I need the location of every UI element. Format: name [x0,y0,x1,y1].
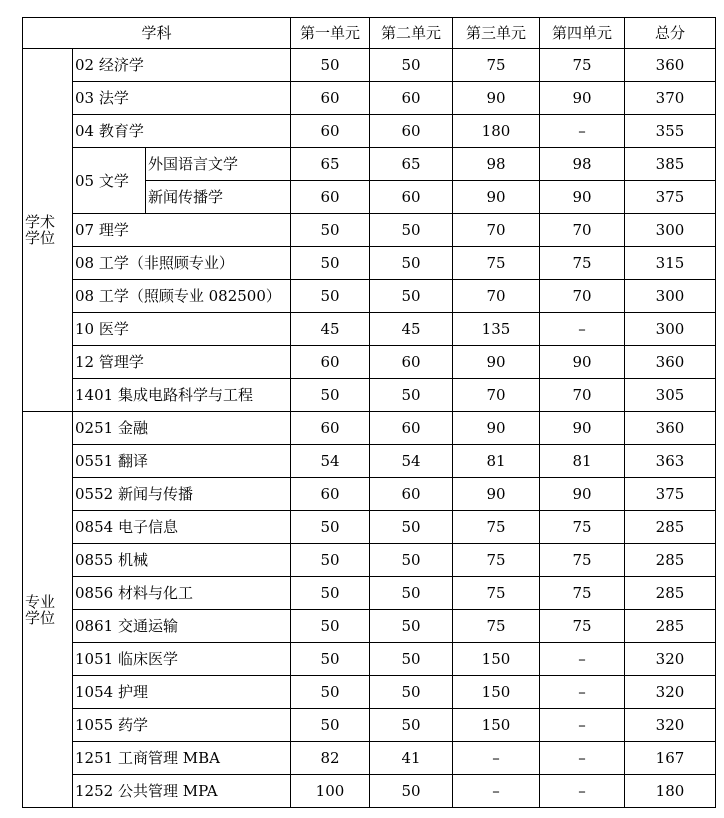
total-score: 180 [625,775,716,808]
total-score: 285 [625,544,716,577]
unit2-score: 50 [370,775,453,808]
subject-name: 0861 交通运输 [73,610,291,643]
table-row [23,49,716,82]
table-row [23,742,716,775]
subject-name: 04 教育学 [73,115,291,148]
unit3-score: 75 [453,577,540,610]
unit2-score: 60 [370,82,453,115]
subject-name: 07 理学 [73,214,291,247]
unit2-score: 50 [370,247,453,280]
unit4-score: 90 [540,82,625,115]
unit3-score: 81 [453,445,540,478]
unit4-score: – [540,643,625,676]
subject-name: 0251 金融 [73,412,291,445]
table-row [23,148,716,181]
subject-name: 0551 翻译 [73,445,291,478]
unit4-score: 90 [540,346,625,379]
table-row [23,445,716,478]
unit1-score: 50 [291,544,370,577]
unit3-score: – [453,742,540,775]
unit3-score: 75 [453,544,540,577]
header-unit1: 第一单元 [291,18,370,49]
total-score: 285 [625,610,716,643]
unit1-score: 45 [291,313,370,346]
subject-name: 03 法学 [73,82,291,115]
unit1-score: 50 [291,676,370,709]
unit1-score: 50 [291,247,370,280]
table-row [23,676,716,709]
table-row [23,478,716,511]
total-score: 167 [625,742,716,775]
subject-name: 0856 材料与化工 [73,577,291,610]
total-score: 315 [625,247,716,280]
subject-name: 1051 临床医学 [73,643,291,676]
unit1-score: 60 [291,412,370,445]
total-score: 360 [625,346,716,379]
unit1-score: 50 [291,643,370,676]
unit4-score: 70 [540,280,625,313]
group-professional [23,412,73,808]
total-score: 285 [625,577,716,610]
header-total: 总分 [625,18,716,49]
unit1-score: 100 [291,775,370,808]
unit3-score: 75 [453,49,540,82]
unit2-score: 50 [370,214,453,247]
total-score: 320 [625,709,716,742]
unit1-score: 50 [291,709,370,742]
unit1-score: 54 [291,445,370,478]
unit3-score: 90 [453,346,540,379]
unit4-score: 98 [540,148,625,181]
unit4-score: – [540,775,625,808]
unit1-score: 60 [291,181,370,214]
total-score: 370 [625,82,716,115]
unit1-score: 82 [291,742,370,775]
subject-name: 1251 工商管理 MBA [73,742,291,775]
table-row [23,511,716,544]
unit2-score: 65 [370,148,453,181]
table-row [23,214,716,247]
subject-name: 0855 机械 [73,544,291,577]
total-score: 305 [625,379,716,412]
header-row [23,18,716,49]
subject-name: 1401 集成电路科学与工程 [73,379,291,412]
table-row [23,610,716,643]
subject-name: 1252 公共管理 MPA [73,775,291,808]
unit1-score: 50 [291,379,370,412]
table-row [23,379,716,412]
total-score: 320 [625,643,716,676]
unit2-score: 60 [370,115,453,148]
unit4-score: 75 [540,511,625,544]
subject-name: 05 文学 [73,148,146,214]
unit3-score: 70 [453,214,540,247]
table-row [23,775,716,808]
unit4-score: 75 [540,577,625,610]
subject-name: 0854 电子信息 [73,511,291,544]
unit3-score: 150 [453,676,540,709]
score-table [22,17,716,808]
table-row [23,577,716,610]
total-score: 375 [625,478,716,511]
total-score: 320 [625,676,716,709]
unit2-score: 50 [370,709,453,742]
unit1-score: 50 [291,214,370,247]
group-academic-line1: 学术 [25,213,56,231]
unit1-score: 50 [291,49,370,82]
unit2-score: 50 [370,643,453,676]
unit1-score: 50 [291,511,370,544]
table-row [23,346,716,379]
total-score: 375 [625,181,716,214]
unit3-score: 90 [453,478,540,511]
unit3-score: 90 [453,82,540,115]
unit4-score: 75 [540,544,625,577]
unit3-score: 75 [453,610,540,643]
header-unit3: 第三单元 [453,18,540,49]
group-professional-line2: 学位 [25,608,56,627]
unit1-score: 50 [291,610,370,643]
unit4-score: – [540,313,625,346]
total-score: 363 [625,445,716,478]
unit3-score: 70 [453,280,540,313]
unit4-score: 70 [540,379,625,412]
header-subject: 学科 [23,18,291,49]
unit3-score: 150 [453,643,540,676]
subject-name: 0552 新闻与传播 [73,478,291,511]
unit4-score: 70 [540,214,625,247]
group-professional-line1: 专业 [25,592,56,611]
total-score: 300 [625,313,716,346]
table-row [23,313,716,346]
total-score: 385 [625,148,716,181]
unit1-score: 60 [291,82,370,115]
unit4-score: – [540,742,625,775]
unit1-score: 60 [291,115,370,148]
group-academic [23,49,73,412]
unit2-score: 50 [370,49,453,82]
subject-name: 10 医学 [73,313,291,346]
total-score: 285 [625,511,716,544]
unit3-score: 180 [453,115,540,148]
subject-name: 02 经济学 [73,49,291,82]
unit3-score: 90 [453,181,540,214]
unit2-score: 50 [370,511,453,544]
unit1-score: 60 [291,478,370,511]
unit2-score: 50 [370,544,453,577]
table-row [23,280,716,313]
unit3-score: 98 [453,148,540,181]
unit2-score: 50 [370,610,453,643]
subject-name: 08 工学（照顾专业 082500） [73,280,291,313]
header-unit2: 第二单元 [370,18,453,49]
unit3-score: 150 [453,709,540,742]
unit1-score: 60 [291,346,370,379]
table-row [23,544,716,577]
unit4-score: – [540,115,625,148]
unit4-score: 75 [540,610,625,643]
unit4-score: 75 [540,247,625,280]
table-row [23,643,716,676]
subject-name: 12 管理学 [73,346,291,379]
unit2-score: 50 [370,379,453,412]
unit1-score: 50 [291,577,370,610]
table-row [23,709,716,742]
total-score: 300 [625,214,716,247]
unit4-score: 90 [540,478,625,511]
unit2-score: 60 [370,181,453,214]
unit4-score: – [540,709,625,742]
group-academic-line2: 学位 [25,229,56,247]
unit4-score: 81 [540,445,625,478]
total-score: 300 [625,280,716,313]
subject-name: 1054 护理 [73,676,291,709]
subject-name: 1055 药学 [73,709,291,742]
unit3-score: 135 [453,313,540,346]
unit4-score: 75 [540,49,625,82]
table-row [23,247,716,280]
table-row [23,412,716,445]
unit1-score: 50 [291,280,370,313]
unit1-score: 65 [291,148,370,181]
total-score: 360 [625,412,716,445]
unit4-score: 90 [540,181,625,214]
unit2-score: 60 [370,478,453,511]
unit2-score: 50 [370,577,453,610]
header-unit4: 第四单元 [540,18,625,49]
table-row [23,82,716,115]
unit3-score: – [453,775,540,808]
unit2-score: 60 [370,412,453,445]
sub-subject-name: 外国语言文学 [146,148,291,181]
unit4-score: – [540,676,625,709]
unit3-score: 75 [453,247,540,280]
unit3-score: 70 [453,379,540,412]
unit2-score: 50 [370,676,453,709]
unit2-score: 54 [370,445,453,478]
unit4-score: 90 [540,412,625,445]
unit2-score: 60 [370,346,453,379]
unit2-score: 41 [370,742,453,775]
unit3-score: 75 [453,511,540,544]
sub-subject-name: 新闻传播学 [146,181,291,214]
total-score: 360 [625,49,716,82]
table-row [23,115,716,148]
unit3-score: 90 [453,412,540,445]
unit2-score: 50 [370,280,453,313]
total-score: 355 [625,115,716,148]
unit2-score: 45 [370,313,453,346]
subject-name: 08 工学（非照顾专业） [73,247,291,280]
